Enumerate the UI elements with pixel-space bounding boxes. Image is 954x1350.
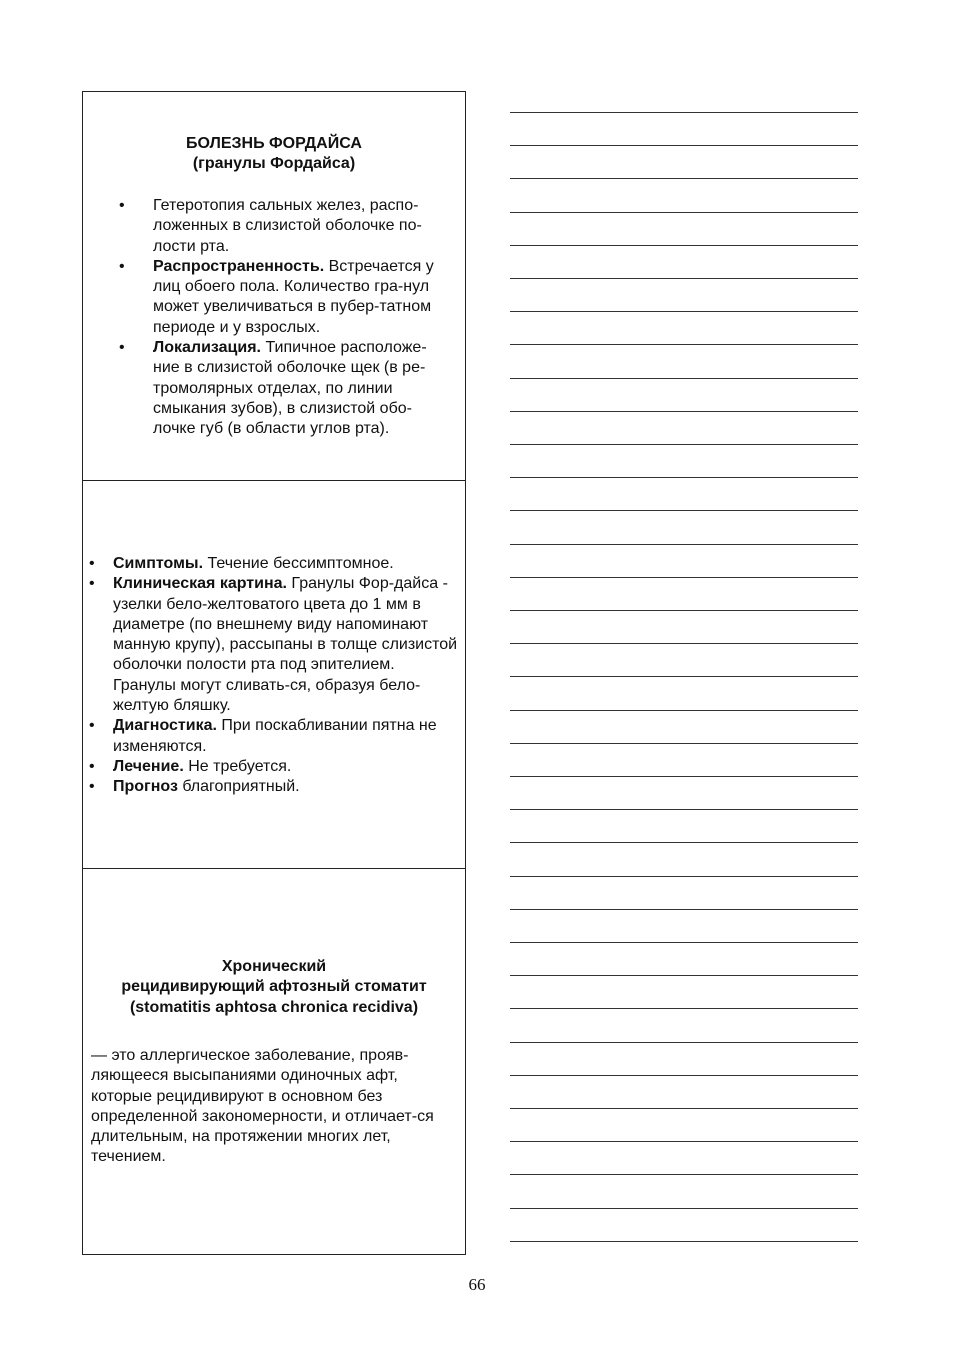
ruled-line — [510, 1174, 858, 1175]
card-fordyce-disease — [83, 92, 465, 480]
item-text: Гранулы Фор-дайса - узелки бело-желтоватого цвета до 1 мм в диаметре (по внешнему виду напоминают манную крупу), рассыпаны в толще слизистой оболочки полости рта под эпителием. Гранулы могут сливать-ся, образуя бело-желтую бляшку. — [113, 575, 458, 715]
ruled-line — [510, 278, 858, 279]
notes-ruled-lines — [510, 0, 858, 1350]
item-heading: Симптомы. — [113, 555, 204, 572]
card-title — [83, 957, 465, 1018]
ruled-line — [510, 809, 858, 810]
list-item — [89, 777, 459, 797]
item-text: Не требуется. — [183, 757, 292, 775]
item-heading: Лечение. — [113, 757, 184, 775]
item-text: благоприятный. — [177, 778, 300, 796]
list-item — [119, 338, 453, 439]
ruled-line — [510, 544, 858, 545]
title-line-2: (гранулы Фордайса) — [192, 155, 356, 173]
ruled-line — [510, 710, 858, 711]
bullet-icon: • — [89, 757, 95, 775]
bullet-list — [119, 196, 453, 440]
bullet-icon: • — [89, 575, 95, 593]
ruled-line — [510, 842, 858, 843]
bullet-icon: • — [89, 778, 95, 796]
ruled-line — [510, 344, 858, 345]
ruled-line — [510, 378, 858, 379]
ruled-line — [510, 942, 858, 943]
ruled-line — [510, 1075, 858, 1076]
ruled-line — [510, 510, 858, 511]
list-item — [119, 257, 453, 338]
bullet-icon: • — [119, 257, 125, 275]
ruled-line — [510, 411, 858, 412]
bullet-icon: • — [119, 339, 125, 357]
ruled-line — [510, 975, 858, 976]
item-text: Встречается у лиц обоего пола. Количество гра-нул может увеличиваться в пубер-татном периоде и у взрослых. — [153, 257, 434, 336]
title-line-3: (stomatitis aphtosa chronica recidiva) — [129, 998, 419, 1016]
item-text: При поскабливании пятна не изменяются. — [113, 717, 437, 755]
list-item — [89, 574, 459, 716]
item-heading: Диагностика. — [113, 717, 217, 735]
bullet-icon: • — [89, 717, 95, 735]
item-heading: Локализация. — [153, 339, 261, 357]
ruled-line — [510, 909, 858, 910]
ruled-line — [510, 1042, 858, 1043]
ruled-line — [510, 477, 858, 478]
list-item — [119, 196, 453, 257]
ruled-line — [510, 1241, 858, 1242]
bullet-list — [89, 554, 459, 798]
ruled-line — [510, 643, 858, 644]
ruled-line — [510, 178, 858, 179]
card-fordyce-details — [83, 480, 465, 868]
item-text: Течение бессимптомное. — [203, 555, 394, 572]
ruled-line — [510, 776, 858, 777]
ruled-line — [510, 112, 858, 113]
list-item — [89, 716, 459, 757]
item-heading: Прогноз — [113, 778, 178, 796]
bullet-icon: • — [119, 197, 125, 214]
definition-text: — это аллергическое заболевание, прояв-ляющееся высыпаниями одиночных афт, которые рецидивируют в основном без определенной закономерности, и отличает-ся длительным, на протяжении многих лет, течением. — [91, 1047, 434, 1166]
list-item — [89, 554, 459, 574]
title-line-1: БОЛЕЗНЬ ФОРДАЙСА — [186, 135, 362, 152]
ruled-line — [510, 577, 858, 578]
item-heading: Распространенность. — [153, 257, 325, 275]
page-number: 66 — [468, 1275, 486, 1294]
ruled-line — [510, 212, 858, 213]
ruled-line — [510, 610, 858, 611]
ruled-line — [510, 876, 858, 877]
ruled-line — [510, 145, 858, 146]
ruled-line — [510, 1108, 858, 1109]
flashcard-column — [82, 91, 466, 1255]
ruled-line — [510, 676, 858, 677]
item-heading: Клиническая картина. — [113, 575, 287, 593]
item-text: Гетеротопия сальных желез, распо-ложенных в слизистой оболочке по-лости рта. — [153, 197, 422, 255]
card-aphthous-stomatitis — [83, 868, 465, 1254]
ruled-line — [510, 1008, 858, 1009]
ruled-line — [510, 444, 858, 445]
ruled-line — [510, 1141, 858, 1142]
bullet-icon: • — [89, 555, 95, 572]
list-item — [89, 757, 459, 777]
title-line-2: рецидивирующий афтозный стоматит — [121, 978, 427, 996]
ruled-line — [510, 1208, 858, 1209]
ruled-line — [510, 245, 858, 246]
ruled-line — [510, 311, 858, 312]
title-line-1: Хронический — [221, 958, 327, 975]
ruled-line — [510, 743, 858, 744]
card-title — [83, 134, 465, 175]
item-text: Типичное расположе-ние в слизистой оболочке щек (в ре-тромолярных отделах, по линии смыкания зубов), в слизистой обо-лочке губ (в области углов рта). — [153, 339, 427, 438]
